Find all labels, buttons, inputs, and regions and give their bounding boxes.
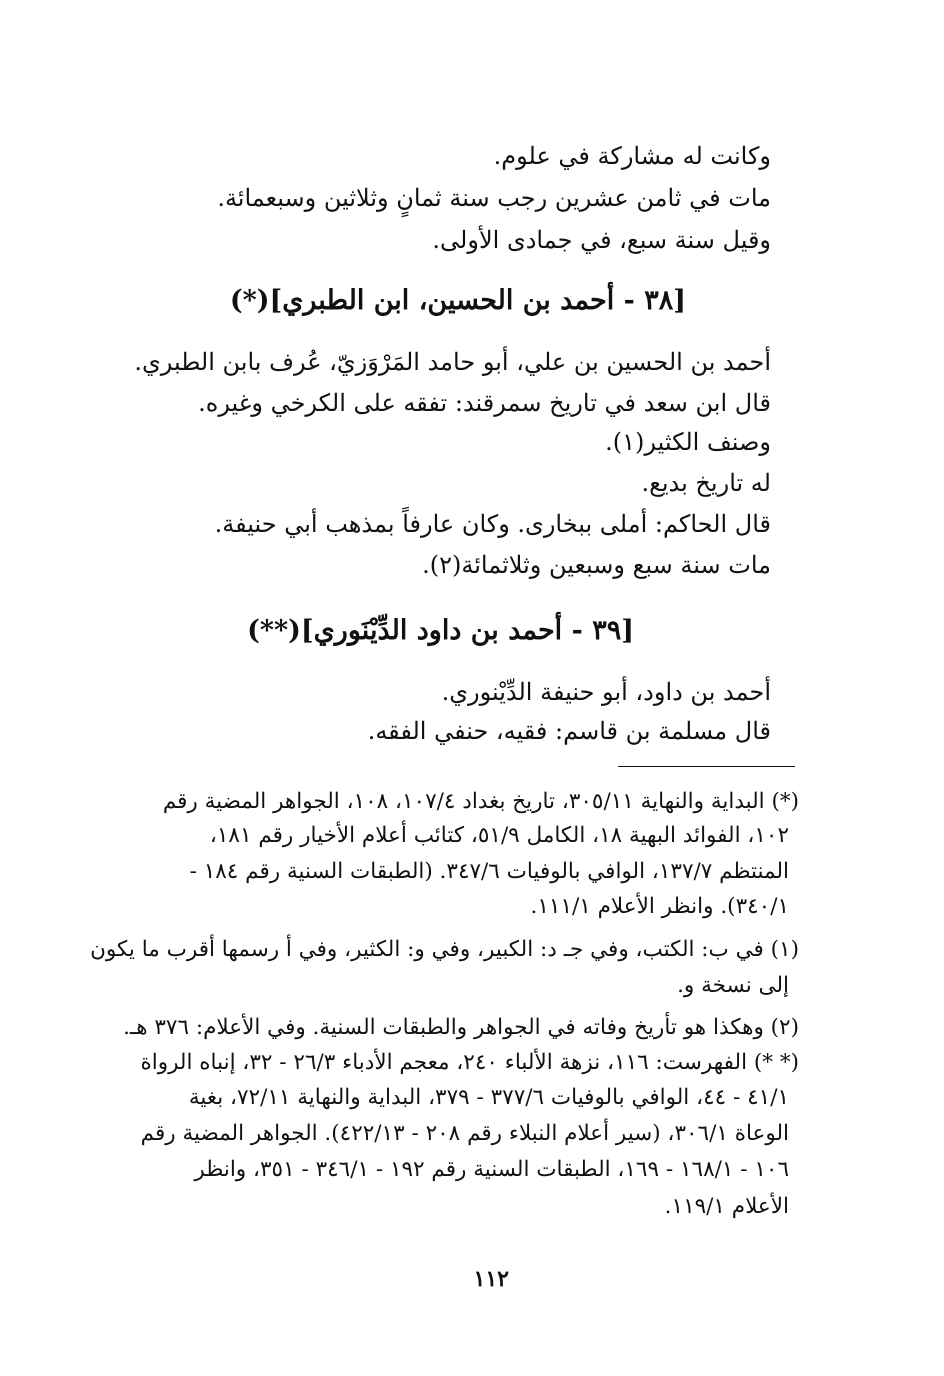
footnote-line: (* *) الفهرست: ١١٦، نزهة الألباء ٢٤٠، معجم الأدباء ٢٦/٣ - ٣٢، إنباه الرواة — [140, 1050, 799, 1075]
footnote-line: ٣٤٠/١). وانظر الأعلام ١١١/١. — [530, 894, 789, 919]
footnote-line: المنتظم ١٣٧/٧، الوافي بالوفيات ٣٤٧/٦. (الطبقات السنية رقم ١٨٤ - — [189, 859, 789, 884]
footnote-line: (١) في ب: الكتب، وفي جـ د: الكبير، وفي و: الكثير، وفي أ رسمها أقرب ما يكون — [90, 937, 799, 962]
footnote-line: (٢) وهكذا هو تأريخ وفاته في الجواهر والطبقات السنية. وفي الأعلام: ٣٧٦ هـ. — [123, 1015, 799, 1040]
page-number: ١١٢ — [473, 1266, 509, 1292]
body-line: وقيل سنة سبع، في جمادى الأولى. — [432, 226, 771, 254]
body-line: وكانت له مشاركة في علوم. — [493, 142, 771, 170]
body-line: له تاريخ بديع. — [641, 469, 771, 497]
footnote-line: (*) البداية والنهاية ٣٠٥/١١، تاريخ بغداد ١٠٧/٤، ١٠٨، الجواهر المضية رقم — [162, 789, 799, 814]
body-line: مات سنة سبع وسبعين وثلاثمائة(٢). — [422, 551, 771, 579]
body-line: أحمد بن الحسين بن علي، أبو حامد المَرْوَزيّ، عُرف بابن الطبري. — [134, 348, 771, 376]
body-line: قال ابن سعد في تاريخ سمرقند: تفقه على الكرخي وغيره. — [198, 389, 771, 417]
body-line: مات في ثامن عشرين رجب سنة ثمانٍ وثلاثين وسبعمائة. — [217, 184, 771, 212]
footnote-line: ١٠٢، الفوائد البهية ١٨، الكامل ٥١/٩، كتائب أعلام الأخيار رقم ١٨١، — [209, 823, 789, 848]
footnote-line: الوعاة ٣٠٦/١، (سير أعلام النبلاء رقم ٢٠٨ - ٤٢٢/١٣). الجواهر المضية رقم — [140, 1121, 789, 1146]
body-line: قال الحاكم: أملى ببخارى. وكان عارفاً بمذهب أبي حنيفة. — [214, 510, 771, 538]
body-line: قال مسلمة بن قاسم: فقيه، حنفي الفقه. — [367, 717, 771, 745]
footnote-divider — [618, 766, 795, 767]
body-line: وصنف الكثير(١). — [605, 428, 771, 456]
footnote-line: إلى نسخة و. — [677, 973, 789, 998]
footnote-line: ١٠٦ - ١٦٨/١ - ١٦٩، الطبقات السنية رقم ١٩٢ - ٣٤٦/١ - ٣٥١، وانظر — [194, 1157, 789, 1182]
body-line: أحمد بن داود، أبو حنيفة الدِّيْنوري. — [441, 678, 771, 706]
footnote-line: الأعلام ١١٩/١. — [664, 1194, 789, 1219]
entry-heading: [٣٩ - أحمد بن داود الدِّيْنَوري](**) — [247, 615, 634, 646]
footnote-line: ٤١/١ - ٤٤، الوافي بالوفيات ٣٧٧/٦ - ٣٧٩، البداية والنهاية ٧٢/١١، بغية — [188, 1085, 789, 1110]
entry-heading: [٣٨ - أحمد بن الحسين، ابن الطبري](*) — [229, 285, 686, 316]
